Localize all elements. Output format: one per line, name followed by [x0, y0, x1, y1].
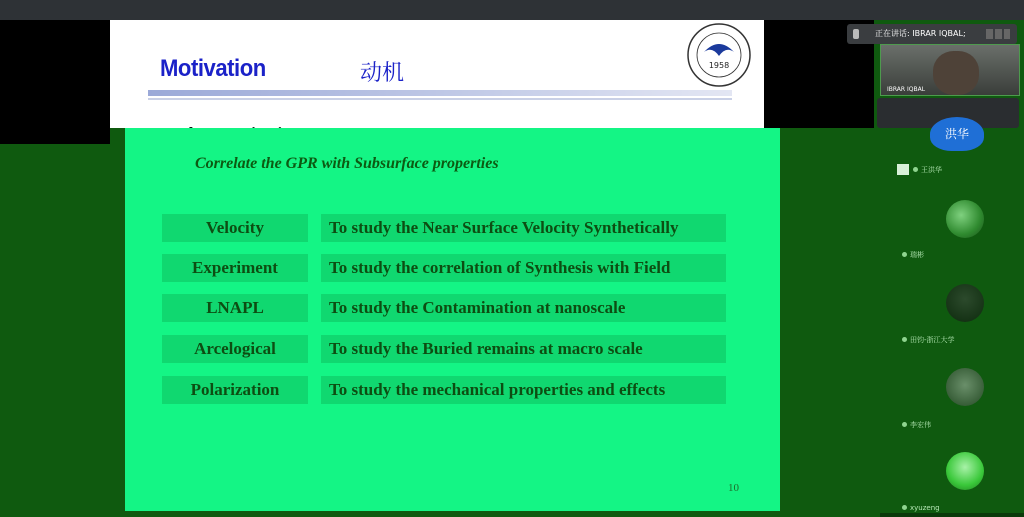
slide-body: [125, 128, 780, 511]
video-tile-name: IBRAR IQBAL: [887, 86, 926, 93]
participant-name-text: 瑞彬: [910, 251, 924, 259]
row-description: To study the Buried remains at macro scale: [321, 335, 726, 363]
gallery-view-icon[interactable]: [985, 28, 1011, 40]
row-label: Velocity: [162, 214, 308, 242]
participant-name: [913, 165, 942, 175]
row-label: Experiment: [162, 254, 308, 282]
row-label: LNAPL: [162, 294, 308, 322]
speaker-face: [933, 51, 979, 95]
bottom-edge: [880, 513, 1024, 517]
slide-page-number: 10: [728, 482, 739, 494]
speaker-video-tile[interactable]: [880, 44, 1020, 96]
row-description: To study the Contamination at nanoscale: [321, 294, 726, 322]
mic-icon: [853, 29, 859, 39]
title-rule: [148, 90, 732, 96]
participant-name: [902, 250, 924, 260]
row-description: To study the Near Surface Velocity Synthetically: [321, 214, 726, 242]
participant-name: [902, 335, 955, 345]
participant-avatar[interactable]: [946, 284, 984, 322]
status-dot-icon: [902, 422, 907, 427]
row-label: Arcelogical: [162, 335, 308, 363]
slide-title-chinese: 动机: [360, 61, 405, 86]
active-speaker-bar[interactable]: [847, 24, 1017, 44]
participant-name: [902, 504, 940, 512]
status-dot-icon: [913, 167, 918, 172]
participant-name-text: xyuzeng: [910, 504, 940, 512]
participant-avatar[interactable]: [946, 200, 984, 238]
row-label: Polarization: [162, 376, 308, 404]
status-dot-icon: [902, 505, 907, 510]
active-speaker-label: 正在讲话: IBRAR IQBAL;: [875, 29, 966, 38]
logo-year: 1958: [708, 61, 730, 70]
row-description: To study the correlation of Synthesis with Field: [321, 254, 726, 282]
top-bar: [0, 0, 1024, 20]
university-logo-icon: [680, 22, 758, 88]
participant-name-text: 李宏伟: [910, 421, 931, 429]
title-rule-thin: [148, 98, 732, 100]
participant-name-text: 田钧-浙江大学: [910, 336, 955, 344]
row-description: To study the mechanical properties and effects: [321, 376, 726, 404]
person-icon: [897, 164, 909, 175]
slide-title-english: Motivation: [160, 55, 266, 82]
participant-name-text: 王洪华: [921, 166, 942, 174]
slide-subtitle: Correlate the GPR with Subsurface properties: [195, 155, 499, 172]
participant-name: [902, 420, 931, 430]
slide-header: [110, 20, 764, 128]
status-dot-icon: [902, 337, 907, 342]
participant-avatar[interactable]: 洪华: [930, 117, 984, 151]
participant-avatar[interactable]: [946, 452, 984, 490]
status-dot-icon: [902, 252, 907, 257]
participant-avatar[interactable]: [946, 368, 984, 406]
screen-share-margin-left: [0, 20, 110, 144]
